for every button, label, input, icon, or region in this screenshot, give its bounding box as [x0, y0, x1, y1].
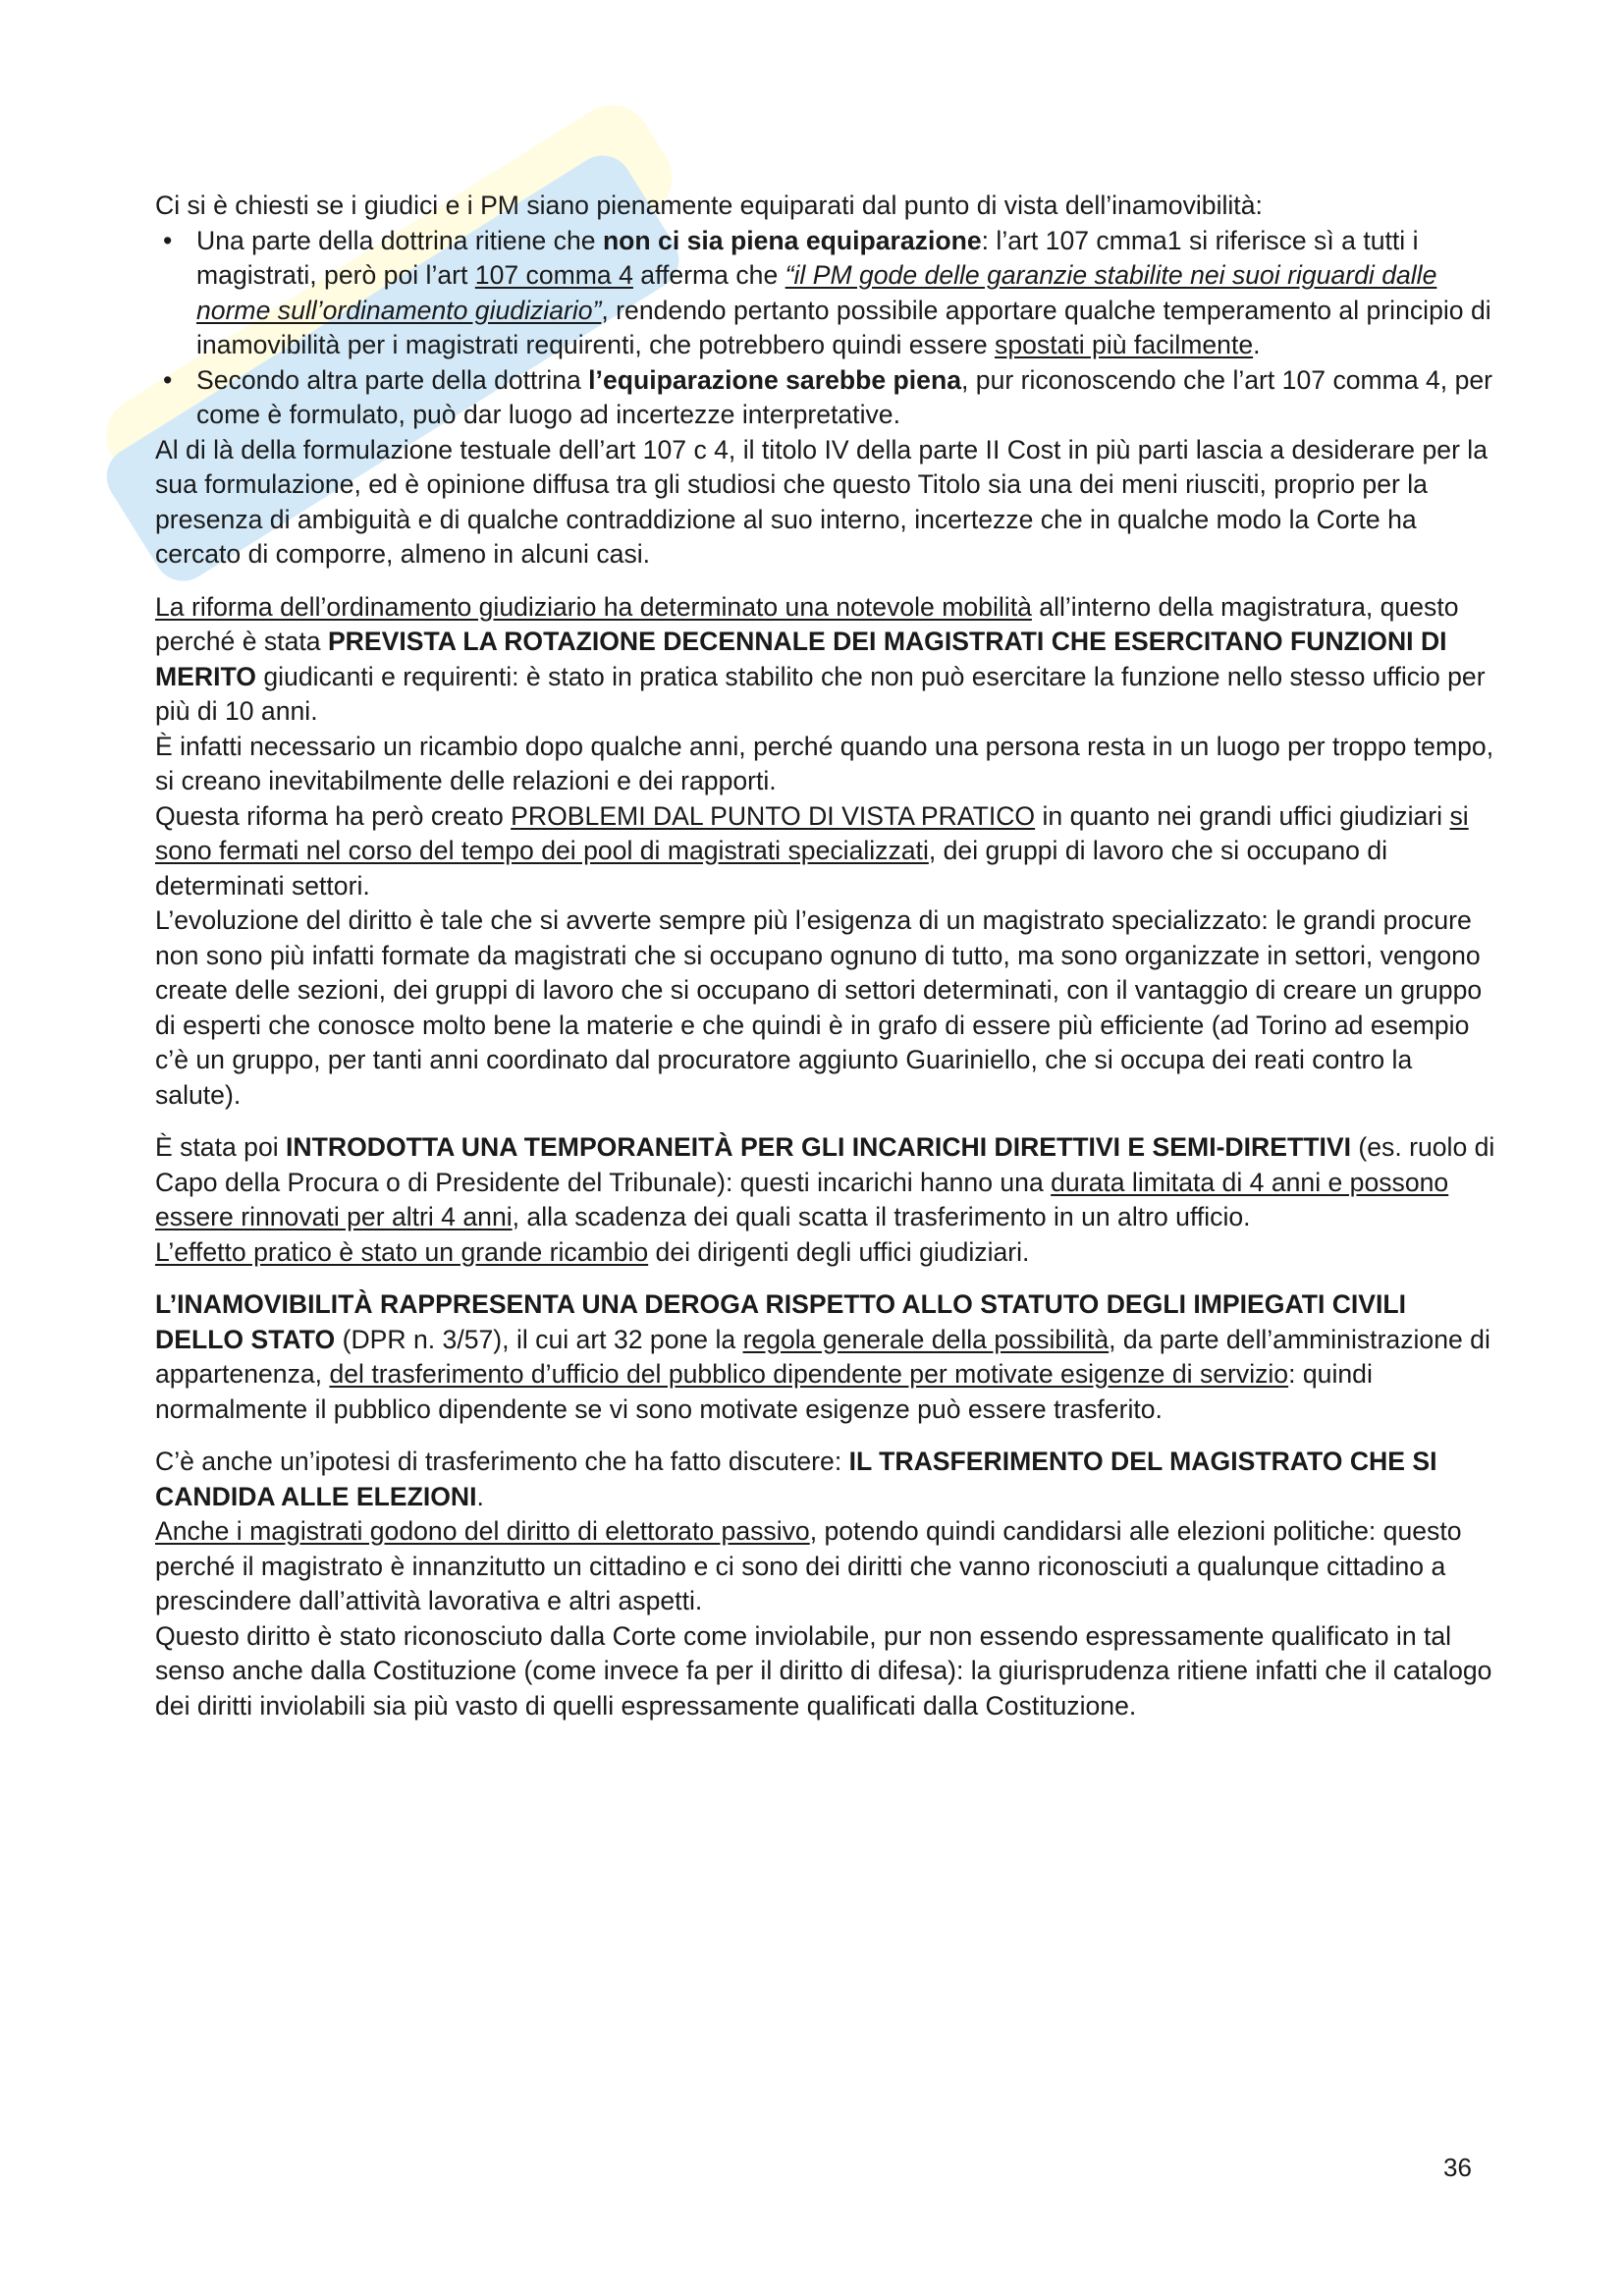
- paragraph-election-transfer: C’è anche un’ipotesi di trasferimento che ha fatto discutere: IL TRASFERIMENTO DEL MAGISTRATO CHE SI CANDIDA ALLE ELEZIONI.: [155, 1447, 1437, 1511]
- paragraph-practical-problems: Questa riforma ha però creato PROBLEMI DAL PUNTO DI VISTA PRATICO in quanto nei grandi uffici giudiziari si sono fermati nel corso del tempo dei pool di magistrati specializzati, dei gruppi di lavoro che si occupano di determinati settori.: [155, 800, 1469, 901]
- paragraph-temporary-offices: È stata poi INTRODOTTA UNA TEMPORANEITÀ PER GLI INCARICHI DIRETTIVI E SEMI-DIRETTIVI (es. ruolo di Capo della Procura o di Presidente del Tribunale): questi incarichi hanno una durata limitata di 4 anni e possono essere rinnovati per altri 4 anni, alla scadenza dei quali scatta il trasferimento in un altro ufficio.: [155, 1132, 1495, 1231]
- paragraph-reform: La riforma dell’ordinamento giudiziario ha determinato una notevole mobilità all’interno della magistratura, questo perché è stata PREVISTA LA ROTAZIONE DECENNALE DEI MAGISTRATI CHE ESERCITANO FUNZIONI DI MERITO giudicanti e requirenti: è stato in pratica stabilito che non può esercitare la funzione nello stesso ufficio per più di 10 anni.: [155, 591, 1486, 726]
- paragraph-irremovability-exception: L’INAMOVIBILITÀ RAPPRESENTA UNA DEROGA RISPETTO ALLO STATUTO DEGLI IMPIEGATI CIVILI DELLO STATO (DPR n. 3/57), il cui art 32 pone la regola generale della possibilità, da parte dell’amministrazione di appartenenza, del trasferimento d’ufficio del pubblico dipendente per motivate esigenze di servizio: quindi normalmente il pubblico dipendente se vi sono motivate esigenze può essere trasferito.: [155, 1289, 1490, 1424]
- paragraph-passive-electorate: Anche i magistrati godono del diritto di elettorato passivo, potendo quindi candidarsi alle elezioni politiche: questo perché il magistrato è innanzitutto un cittadino e ci sono dei diritti che vanno riconosciuti a qualunque cittadino a prescindere dall’attività lavorativa e altri aspetti.: [155, 1516, 1462, 1615]
- bullet-item-partial-equivalence: • Una parte della dottrina ritiene che non ci sia piena equiparazione: l’art 107 cmma1 si riferisce sì a tutti i magistrati, però poi l’art 107 comma 4 afferma che “il PM gode delle garanzie stabilite nei suoi riguardi dalle norme sull’ordinamento giudiziario”, rendendo pertanto possibile apportare qualche temperamento al principio di inamovibilità per i magistrati requirenti, che potrebbero quindi essere spostati più facilmente.: [155, 224, 1495, 363]
- paragraph-practical-effect: L’effetto pratico è stato un grande ricambio dei dirigenti degli uffici giudiziari.: [155, 1236, 1030, 1267]
- page-number: 36: [1443, 2153, 1472, 2182]
- paragraph-rotation-reason: È infatti necessario un ricambio dopo qualche anni, perché quando una persona resta in un luogo per troppo tempo, si creano inevitabilmente delle relazioni e dei rapporti.: [155, 731, 1494, 795]
- document-page: [155, 189, 1495, 1723]
- paragraph-specialization: L’evoluzione del diritto è tale che si avverte sempre più l’esigenza di un magistrato specializzato: le grandi procure non sono più infatti formate da magistrati che si occupano ognuno di tutto, ma sono organizzate in settori, vengono create delle sezioni, dei gruppi di lavoro che si occupano di settori determinati, con il vantaggio di creare un gruppo di esperti che conosce molto bene la materie e che quindi è in grafo di essere più efficiente (ad Torino ad esempio c’è un gruppo, per tanti anni coordinato dal procuratore aggiunto Guariniello, che si occupa dei reati contro la salute).: [155, 905, 1483, 1110]
- paragraph-title-iv: Al di là della formulazione testuale dell’art 107 c 4, il titolo IV della parte II Cost in più parti lascia a desiderare per la sua formulazione, ed è opinione diffusa tra gli studiosi che questo Titolo sia una dei meni riusciti, proprio per la presenza di ambiguità e di qualche contraddizione al suo interno, incertezze che in qualche modo la Corte ha cercato di comporre, almeno in alcuni casi.: [155, 434, 1489, 569]
- paragraph-intro: Ci si è chiesti se i giudici e i PM siano pienamente equiparati dal punto di vista dell’inamovibilità:: [155, 191, 1263, 220]
- doctrine-bullet-list: [155, 224, 1495, 433]
- paragraph-inviolable-rights: Questo diritto è stato riconosciuto dalla Corte come inviolabile, pur non essendo espressamente qualificato in tal senso anche dalla Costituzione (come invece fa per il diritto di difesa): la giurisprudenza ritiene infatti che il catalogo dei diritti inviolabili sia più vasto di quelli espressamente qualificati dalla Costituzione.: [155, 1620, 1492, 1721]
- bullet-item-full-equivalence: • Secondo altra parte della dottrina l’equiparazione sarebbe piena, pur riconoscendo che l’art 107 comma 4, per come è formulato, può dar luogo ad incertezze interpretative.: [155, 363, 1495, 433]
